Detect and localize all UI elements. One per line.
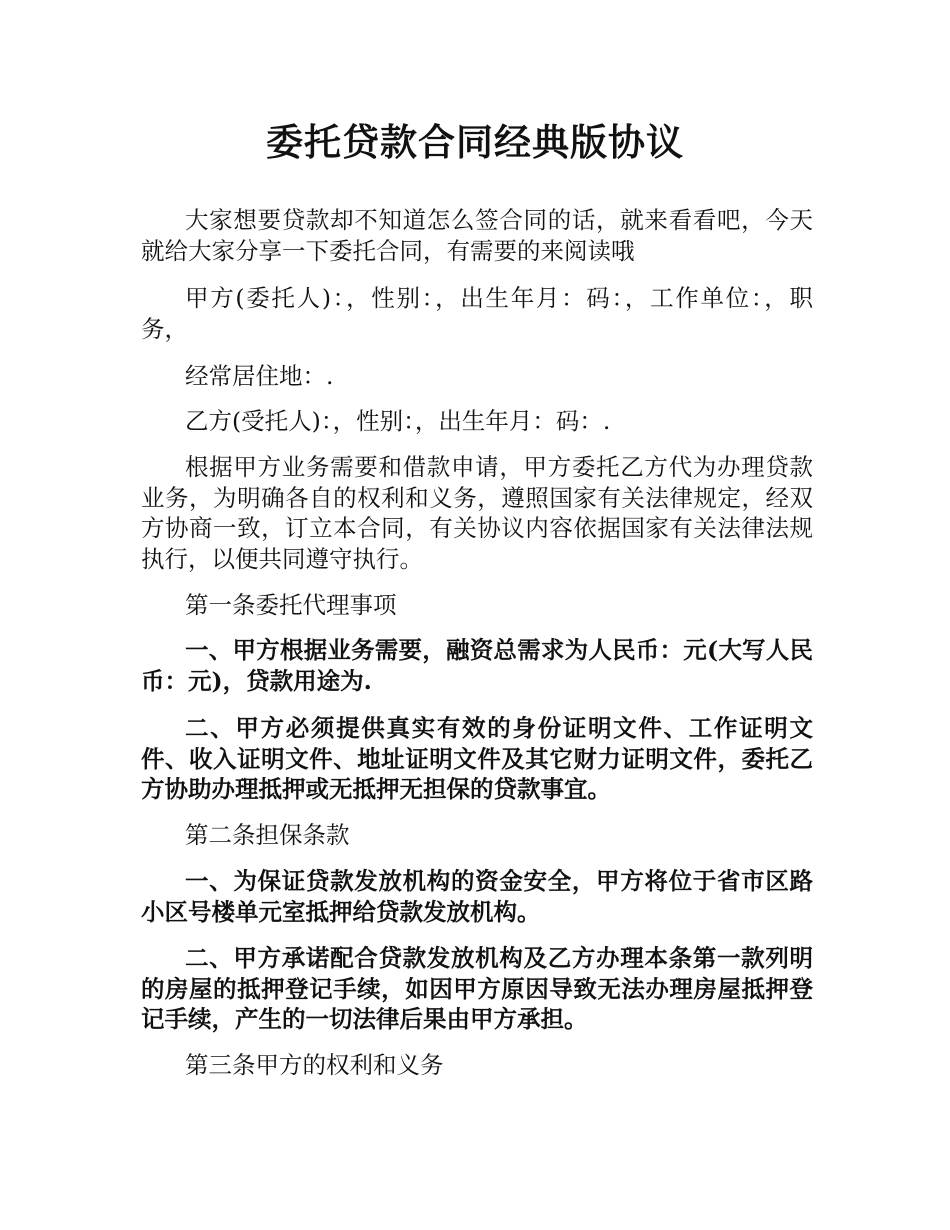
article-2-heading: 第二条担保条款 bbox=[185, 821, 350, 849]
article-2-clause-2: 二、甲方承诺配合贷款发放机构及乙方办理本条第一款列明的房屋的抵押登记手续，如因甲方原因导致无法办理房屋抵押登记手续，产生的一切法律后果由甲方承担。 bbox=[141, 944, 813, 1033]
document-title: 委托贷款合同经典版协议 bbox=[266, 120, 684, 164]
article-1-clause-1: 一、甲方根据业务需要，融资总需求为人民币：元(大写人民币：元)，贷款用途为. bbox=[141, 636, 813, 695]
party-a-residence: 经常居住地：. bbox=[185, 362, 334, 390]
party-a-info: 甲方(委托人)：，性别：，出生年月：码：，工作单位：，职务， bbox=[141, 284, 813, 343]
article-1-heading: 第一条委托代理事项 bbox=[185, 591, 397, 619]
party-b-info: 乙方(受托人)：，性别：，出生年月：码：. bbox=[185, 407, 611, 435]
intro-paragraph: 大家想要贷款却不知道怎么签合同的话，就来看看吧，今天就给大家分享一下委托合同，有需要的来阅读哦 bbox=[141, 206, 813, 265]
article-1-clause-2: 二、甲方必须提供真实有效的身份证明文件、工作证明文件、收入证明文件、地址证明文件及其它财力证明文件，委托乙方协助办理抵押或无抵押无担保的贷款事宜。 bbox=[141, 714, 813, 803]
article-2-clause-1: 一、为保证贷款发放机构的资金安全，甲方将位于省市区路小区号楼单元室抵押给贷款发放机构。 bbox=[141, 867, 813, 926]
article-3-heading: 第三条甲方的权利和义务 bbox=[185, 1051, 444, 1079]
preamble-paragraph: 根据甲方业务需要和借款申请，甲方委托乙方代为办理贷款业务，为明确各自的权利和义务，遵照国家有关法律规定，经双方协商一致，订立本合同，有关协议内容依据国家有关法律法规执行，以便共同遵守执行。 bbox=[141, 453, 813, 573]
